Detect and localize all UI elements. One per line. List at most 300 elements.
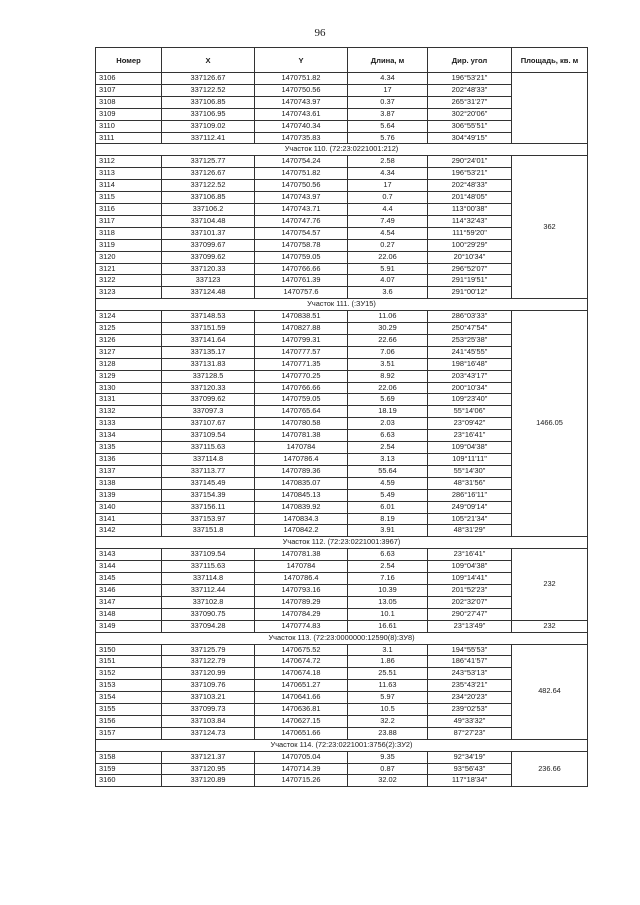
cell-number: 3110: [96, 120, 162, 132]
cell-length: 10.1: [348, 608, 428, 620]
table-row: [96, 644, 588, 656]
cell-number: 3157: [96, 727, 162, 739]
cell-x: 337120.33: [162, 382, 255, 394]
cell-y: 1470714.39: [255, 763, 348, 775]
cell-number: 3132: [96, 406, 162, 418]
cell-angle: 203°43'17": [428, 370, 512, 382]
cell-angle: 55°14'06": [428, 406, 512, 418]
cell-length: 8.92: [348, 370, 428, 382]
cell-x: 337102.8: [162, 596, 255, 608]
cell-length: 18.19: [348, 406, 428, 418]
table-row: [96, 549, 588, 561]
cell-y: 1470780.58: [255, 418, 348, 430]
cell-x: 337120.99: [162, 668, 255, 680]
coordinates-table: [95, 47, 588, 787]
cell-x: 337114.8: [162, 573, 255, 585]
area-cell: 232: [512, 620, 588, 632]
cell-angle: 198°16'48": [428, 358, 512, 370]
cell-angle: 109°14'41": [428, 573, 512, 585]
cell-y: 1470674.72: [255, 656, 348, 668]
cell-number: 3152: [96, 668, 162, 680]
cell-angle: 290°24'01": [428, 156, 512, 168]
cell-number: 3111: [96, 132, 162, 144]
cell-y: 1470636.81: [255, 704, 348, 716]
cell-x: 337148.53: [162, 311, 255, 323]
cell-y: 1470740.34: [255, 120, 348, 132]
cell-angle: 196°53'21": [428, 73, 512, 85]
cell-y: 1470765.64: [255, 406, 348, 418]
cell-length: 4.4: [348, 203, 428, 215]
cell-length: 3.13: [348, 454, 428, 466]
cell-x: 337115.63: [162, 442, 255, 454]
cell-number: 3153: [96, 680, 162, 692]
cell-x: 337153.97: [162, 513, 255, 525]
cell-number: 3115: [96, 192, 162, 204]
cell-x: 337109.76: [162, 680, 255, 692]
cell-x: 337141.64: [162, 334, 255, 346]
cell-y: 1470834.3: [255, 513, 348, 525]
cell-number: 3150: [96, 644, 162, 656]
cell-x: 337125.77: [162, 156, 255, 168]
cell-y: 1470675.52: [255, 644, 348, 656]
cell-x: 337125.79: [162, 644, 255, 656]
cell-angle: 109°23'40": [428, 394, 512, 406]
cell-y: 1470766.66: [255, 382, 348, 394]
cell-x: 337104.48: [162, 215, 255, 227]
cell-number: 3134: [96, 430, 162, 442]
area-cell: 236.66: [512, 751, 588, 787]
cell-number: 3123: [96, 287, 162, 299]
cell-length: 16.61: [348, 620, 428, 632]
section-title: Участок 113. (72:23:0000000:12590(8):ЗУ8): [96, 632, 588, 644]
cell-angle: 194°55'53": [428, 644, 512, 656]
cell-x: 337106.85: [162, 192, 255, 204]
cell-length: 4.34: [348, 73, 428, 85]
cell-length: 9.35: [348, 751, 428, 763]
table-header-row: [96, 48, 588, 73]
cell-number: 3127: [96, 346, 162, 358]
cell-angle: 111°59'20": [428, 227, 512, 239]
cell-x: 337114.8: [162, 454, 255, 466]
cell-number: 3126: [96, 334, 162, 346]
cell-angle: 23°09'42": [428, 418, 512, 430]
cell-angle: 55°14'30": [428, 465, 512, 477]
cell-angle: 23°16'41": [428, 430, 512, 442]
cell-length: 5.76: [348, 132, 428, 144]
cell-angle: 109°11'11": [428, 454, 512, 466]
cell-number: 3140: [96, 501, 162, 513]
header-length: Длина, м: [348, 48, 428, 73]
cell-y: 1470781.38: [255, 430, 348, 442]
cell-number: 3109: [96, 108, 162, 120]
table-row: [96, 73, 588, 85]
header-y: Y: [255, 48, 348, 73]
cell-number: 3136: [96, 454, 162, 466]
cell-angle: 23°16'41": [428, 549, 512, 561]
cell-x: 337112.41: [162, 132, 255, 144]
cell-x: 337115.63: [162, 561, 255, 573]
cell-x: 337094.28: [162, 620, 255, 632]
cell-y: 1470754.24: [255, 156, 348, 168]
cell-length: 2.54: [348, 442, 428, 454]
cell-length: 0.27: [348, 239, 428, 251]
cell-number: 3107: [96, 84, 162, 96]
cell-angle: 202°48'33": [428, 180, 512, 192]
cell-length: 13.05: [348, 596, 428, 608]
cell-x: 337123: [162, 275, 255, 287]
cell-angle: 253°25'38": [428, 334, 512, 346]
cell-y: 1470845.13: [255, 489, 348, 501]
cell-length: 6.01: [348, 501, 428, 513]
cell-x: 337121.37: [162, 751, 255, 763]
cell-length: 3.6: [348, 287, 428, 299]
cell-x: 337109.54: [162, 430, 255, 442]
section-title: Участок 114. (72:23:0221001:3756(2):ЗУ2): [96, 739, 588, 751]
cell-y: 1470747.76: [255, 215, 348, 227]
cell-number: 3138: [96, 477, 162, 489]
cell-number: 3112: [96, 156, 162, 168]
cell-number: 3147: [96, 596, 162, 608]
cell-x: 337120.33: [162, 263, 255, 275]
cell-length: 3.87: [348, 108, 428, 120]
cell-angle: 196°53'21": [428, 168, 512, 180]
table-row: [96, 311, 588, 323]
cell-number: 3116: [96, 203, 162, 215]
cell-length: 10.39: [348, 584, 428, 596]
cell-x: 337109.54: [162, 549, 255, 561]
cell-x: 337103.21: [162, 692, 255, 704]
cell-y: 1470651.66: [255, 727, 348, 739]
cell-length: 11.63: [348, 680, 428, 692]
cell-x: 337099.67: [162, 239, 255, 251]
cell-number: 3106: [96, 73, 162, 85]
cell-length: 32.02: [348, 775, 428, 787]
cell-length: 3.1: [348, 644, 428, 656]
section-title: Участок 110. (72:23:0221001:212): [96, 144, 588, 156]
cell-y: 1470777.57: [255, 346, 348, 358]
cell-length: 5.64: [348, 120, 428, 132]
cell-x: 337103.84: [162, 715, 255, 727]
cell-number: 3117: [96, 215, 162, 227]
cell-number: 3108: [96, 96, 162, 108]
cell-x: 337151.59: [162, 323, 255, 335]
cell-angle: 93°56'43": [428, 763, 512, 775]
cell-number: 3121: [96, 263, 162, 275]
cell-number: 3135: [96, 442, 162, 454]
cell-y: 1470786.4: [255, 573, 348, 585]
cell-y: 1470641.66: [255, 692, 348, 704]
area-cell: [512, 73, 588, 144]
cell-length: 4.59: [348, 477, 428, 489]
cell-length: 32.2: [348, 715, 428, 727]
cell-number: 3159: [96, 763, 162, 775]
cell-number: 3158: [96, 751, 162, 763]
cell-y: 1470743.61: [255, 108, 348, 120]
cell-angle: 235°43'21": [428, 680, 512, 692]
cell-y: 1470751.82: [255, 168, 348, 180]
cell-angle: 302°20'06": [428, 108, 512, 120]
cell-length: 6.63: [348, 430, 428, 442]
cell-x: 337120.89: [162, 775, 255, 787]
cell-number: 3131: [96, 394, 162, 406]
cell-y: 1470835.07: [255, 477, 348, 489]
cell-angle: 87°27'23": [428, 727, 512, 739]
cell-angle: 291°00'12": [428, 287, 512, 299]
cell-number: 3124: [96, 311, 162, 323]
cell-number: 3160: [96, 775, 162, 787]
cell-number: 3156: [96, 715, 162, 727]
cell-y: 1470759.05: [255, 394, 348, 406]
area-cell: 362: [512, 156, 588, 299]
cell-y: 1470766.66: [255, 263, 348, 275]
cell-number: 3149: [96, 620, 162, 632]
cell-y: 1470784: [255, 561, 348, 573]
cell-number: 3155: [96, 704, 162, 716]
cell-angle: 306°55'51": [428, 120, 512, 132]
cell-y: 1470751.82: [255, 73, 348, 85]
cell-angle: 202°32'07": [428, 596, 512, 608]
cell-angle: 201°48'05": [428, 192, 512, 204]
section-title: Участок 112. (72:23:0221001:3967): [96, 537, 588, 549]
cell-length: 4.34: [348, 168, 428, 180]
cell-x: 337126.67: [162, 168, 255, 180]
cell-angle: 117°18'34": [428, 775, 512, 787]
cell-number: 3145: [96, 573, 162, 585]
cell-angle: 186°41'57": [428, 656, 512, 668]
cell-length: 25.51: [348, 668, 428, 680]
cell-length: 3.51: [348, 358, 428, 370]
cell-y: 1470754.57: [255, 227, 348, 239]
cell-y: 1470771.35: [255, 358, 348, 370]
cell-length: 17: [348, 84, 428, 96]
cell-x: 337154.39: [162, 489, 255, 501]
cell-number: 3118: [96, 227, 162, 239]
cell-x: 337131.83: [162, 358, 255, 370]
cell-length: 5.97: [348, 692, 428, 704]
cell-y: 1470651.27: [255, 680, 348, 692]
cell-x: 337112.44: [162, 584, 255, 596]
cell-angle: 249°09'14": [428, 501, 512, 513]
cell-x: 337128.5: [162, 370, 255, 382]
table-body: [96, 73, 588, 787]
cell-number: 3146: [96, 584, 162, 596]
cell-length: 2.03: [348, 418, 428, 430]
cell-length: 4.07: [348, 275, 428, 287]
cell-angle: 109°04'38": [428, 561, 512, 573]
cell-angle: 202°48'33": [428, 84, 512, 96]
cell-angle: 265°31'27": [428, 96, 512, 108]
cell-angle: 201°52'23": [428, 584, 512, 596]
cell-x: 337124.48: [162, 287, 255, 299]
cell-length: 7.06: [348, 346, 428, 358]
cell-angle: 100°29'29": [428, 239, 512, 251]
header-number: Номер: [96, 48, 162, 73]
cell-y: 1470750.56: [255, 84, 348, 96]
cell-angle: 48°31'56": [428, 477, 512, 489]
cell-x: 337122.52: [162, 84, 255, 96]
cell-length: 0.37: [348, 96, 428, 108]
cell-x: 337124.73: [162, 727, 255, 739]
section-row: [96, 144, 588, 156]
cell-angle: 296°52'07": [428, 263, 512, 275]
cell-y: 1470793.16: [255, 584, 348, 596]
cell-length: 17: [348, 180, 428, 192]
table-row: [96, 620, 588, 632]
header-area: Площадь, кв. м: [512, 48, 588, 73]
cell-length: 22.06: [348, 382, 428, 394]
cell-x: 337106.2: [162, 203, 255, 215]
cell-length: 2.58: [348, 156, 428, 168]
cell-x: 337156.11: [162, 501, 255, 513]
cell-angle: 286°03'33": [428, 311, 512, 323]
cell-length: 0.87: [348, 763, 428, 775]
cell-y: 1470757.6: [255, 287, 348, 299]
cell-length: 0.7: [348, 192, 428, 204]
cell-angle: 291°19'51": [428, 275, 512, 287]
cell-y: 1470784: [255, 442, 348, 454]
cell-number: 3139: [96, 489, 162, 501]
cell-angle: 234°20'23": [428, 692, 512, 704]
cell-x: 337135.17: [162, 346, 255, 358]
cell-x: 337107.67: [162, 418, 255, 430]
cell-length: 2.54: [348, 561, 428, 573]
cell-length: 7.49: [348, 215, 428, 227]
cell-length: 55.64: [348, 465, 428, 477]
cell-angle: 200°10'34": [428, 382, 512, 394]
cell-x: 337145.49: [162, 477, 255, 489]
cell-y: 1470674.18: [255, 668, 348, 680]
cell-x: 337151.8: [162, 525, 255, 537]
cell-angle: 105°21'34": [428, 513, 512, 525]
cell-y: 1470774.83: [255, 620, 348, 632]
cell-y: 1470743.71: [255, 203, 348, 215]
cell-length: 11.06: [348, 311, 428, 323]
cell-number: 3133: [96, 418, 162, 430]
cell-number: 3141: [96, 513, 162, 525]
cell-y: 1470743.97: [255, 192, 348, 204]
cell-x: 337090.75: [162, 608, 255, 620]
cell-angle: 49°33'32": [428, 715, 512, 727]
cell-angle: 290°27'47": [428, 608, 512, 620]
section-row: [96, 299, 588, 311]
cell-angle: 241°45'55": [428, 346, 512, 358]
cell-angle: 23°13'49": [428, 620, 512, 632]
cell-number: 3114: [96, 180, 162, 192]
section-row: [96, 537, 588, 549]
cell-number: 3148: [96, 608, 162, 620]
cell-x: 337122.52: [162, 180, 255, 192]
cell-x: 337101.37: [162, 227, 255, 239]
cell-y: 1470789.36: [255, 465, 348, 477]
cell-number: 3144: [96, 561, 162, 573]
cell-length: 1.86: [348, 656, 428, 668]
cell-x: 337097.3: [162, 406, 255, 418]
cell-angle: 48°31'29": [428, 525, 512, 537]
cell-length: 6.63: [348, 549, 428, 561]
cell-y: 1470761.39: [255, 275, 348, 287]
cell-angle: 114°32'43": [428, 215, 512, 227]
cell-y: 1470827.88: [255, 323, 348, 335]
cell-number: 3119: [96, 239, 162, 251]
cell-x: 337109.02: [162, 120, 255, 132]
cell-number: 3120: [96, 251, 162, 263]
cell-angle: 20°10'34": [428, 251, 512, 263]
cell-length: 10.5: [348, 704, 428, 716]
section-row: [96, 739, 588, 751]
cell-y: 1470715.26: [255, 775, 348, 787]
cell-y: 1470770.25: [255, 370, 348, 382]
cell-number: 3122: [96, 275, 162, 287]
cell-number: 3130: [96, 382, 162, 394]
cell-length: 30.29: [348, 323, 428, 335]
cell-x: 337126.67: [162, 73, 255, 85]
cell-length: 5.91: [348, 263, 428, 275]
cell-y: 1470839.92: [255, 501, 348, 513]
cell-y: 1470789.29: [255, 596, 348, 608]
cell-number: 3143: [96, 549, 162, 561]
cell-number: 3128: [96, 358, 162, 370]
cell-y: 1470842.2: [255, 525, 348, 537]
section-title: Участок 111. (:ЗУ15): [96, 299, 588, 311]
cell-number: 3151: [96, 656, 162, 668]
cell-x: 337106.85: [162, 96, 255, 108]
header-x: X: [162, 48, 255, 73]
area-cell: 232: [512, 549, 588, 620]
cell-y: 1470781.38: [255, 549, 348, 561]
cell-length: 3.91: [348, 525, 428, 537]
cell-length: 23.88: [348, 727, 428, 739]
cell-x: 337099.62: [162, 394, 255, 406]
cell-number: 3129: [96, 370, 162, 382]
cell-y: 1470759.05: [255, 251, 348, 263]
cell-number: 3137: [96, 465, 162, 477]
cell-y: 1470758.78: [255, 239, 348, 251]
cell-number: 3113: [96, 168, 162, 180]
cell-angle: 243°53'13": [428, 668, 512, 680]
table-row: [96, 751, 588, 763]
cell-y: 1470838.51: [255, 311, 348, 323]
cell-number: 3125: [96, 323, 162, 335]
cell-angle: 109°04'38": [428, 442, 512, 454]
cell-x: 337120.95: [162, 763, 255, 775]
cell-length: 5.49: [348, 489, 428, 501]
cell-y: 1470750.56: [255, 180, 348, 192]
cell-angle: 113°00'38": [428, 203, 512, 215]
cell-angle: 286°16'11": [428, 489, 512, 501]
page-number: 96: [314, 27, 326, 39]
cell-y: 1470786.4: [255, 454, 348, 466]
cell-x: 337113.77: [162, 465, 255, 477]
cell-number: 3142: [96, 525, 162, 537]
section-row: [96, 632, 588, 644]
cell-length: 5.69: [348, 394, 428, 406]
cell-y: 1470784.29: [255, 608, 348, 620]
cell-length: 22.66: [348, 334, 428, 346]
cell-x: 337099.73: [162, 704, 255, 716]
cell-x: 337099.62: [162, 251, 255, 263]
cell-length: 8.19: [348, 513, 428, 525]
cell-y: 1470627.15: [255, 715, 348, 727]
cell-length: 22.06: [348, 251, 428, 263]
area-cell: 1466.05: [512, 311, 588, 537]
cell-length: 4.54: [348, 227, 428, 239]
cell-angle: 250°47'54": [428, 323, 512, 335]
area-cell: 482.64: [512, 644, 588, 739]
cell-x: 337106.95: [162, 108, 255, 120]
cell-length: 7.16: [348, 573, 428, 585]
cell-y: 1470735.83: [255, 132, 348, 144]
cell-y: 1470799.31: [255, 334, 348, 346]
